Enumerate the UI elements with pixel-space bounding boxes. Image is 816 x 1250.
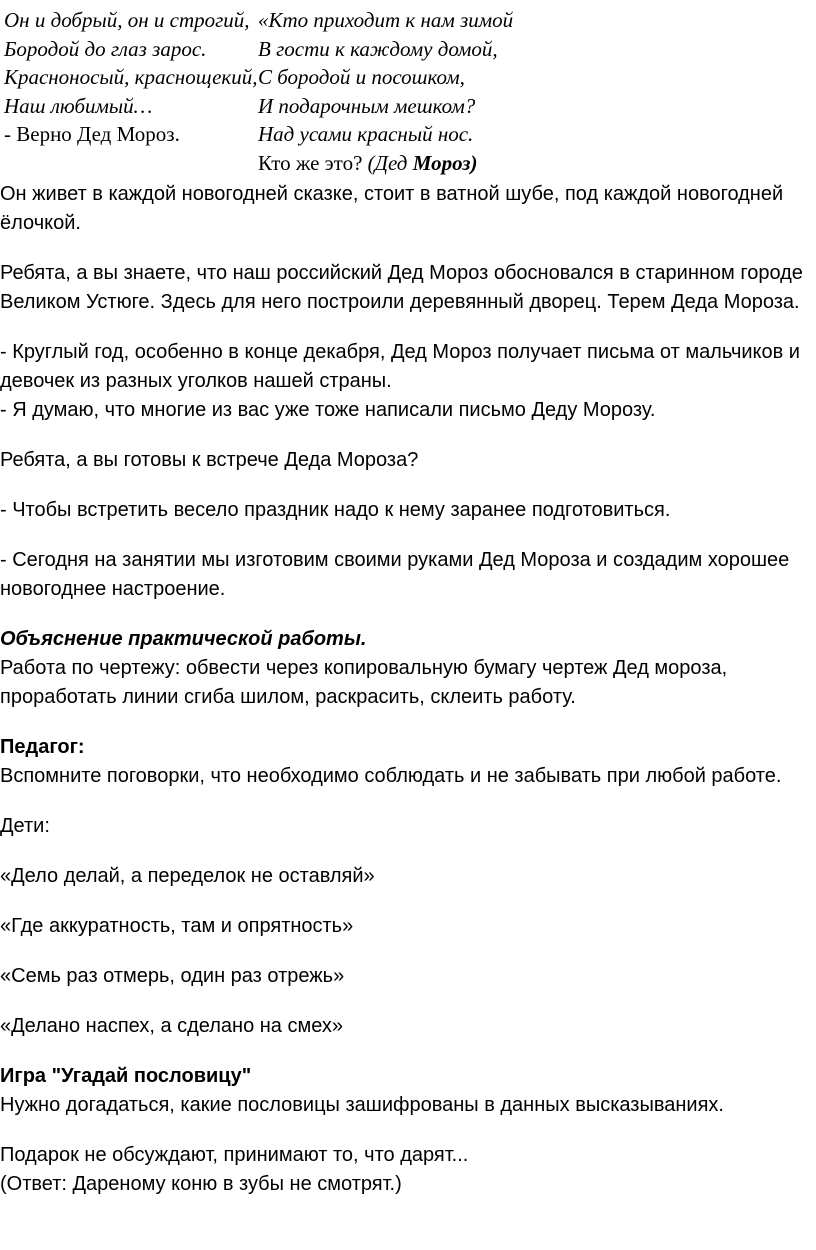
poem-right-line: В гости к каждому домой, xyxy=(258,36,498,61)
poem-left-line: Наш любимый… xyxy=(4,93,153,118)
practical-text: Работа по чертежу: обвести через копировальную бумагу чертеж Дед мороза, проработать линии сгиба шилом, раскрасить, склеить работу. xyxy=(0,657,728,708)
poem-right-answer-line xyxy=(258,149,513,178)
poem-left-line: Он и добрый, он и строгий, xyxy=(4,8,250,32)
game-answer: (Ответ: Дареному коню в зубы не смотрят.) xyxy=(0,1173,402,1195)
poem-right-question: Кто же это? xyxy=(258,150,363,175)
poem-right-answer-part1: (Дед xyxy=(367,150,408,175)
lesson-text xyxy=(0,180,812,1220)
poem-right-line: «Кто приходит к нам зимой xyxy=(258,8,514,32)
poem-right-line: С бородой и посошком, xyxy=(258,65,465,89)
saying: «Семь раз отмерь, один раз отрежь» xyxy=(0,965,345,987)
saying: «Дело делай, а переделок не оставляй» xyxy=(0,865,375,887)
paragraph: Он живет в каждой новогодней сказке, стоит в ватной шубе, под каждой новогодней ёлочкой. xyxy=(0,183,784,234)
poem-right-answer-part2: Мороз) xyxy=(412,150,478,175)
game-title: Игра "Угадай пословицу" xyxy=(0,1065,252,1087)
teacher-label: Педагог: xyxy=(0,736,85,758)
game-riddle: Подарок не обсуждают, принимают то, что дарят... xyxy=(0,1144,469,1166)
game-section xyxy=(0,1062,812,1120)
poem-left-line: Красноносый, краснощекий, xyxy=(4,65,258,89)
teacher-section xyxy=(0,733,812,791)
teacher-text: Вспомните поговорки, что необходимо соблюдать и не забывать при любой работе. xyxy=(0,765,782,787)
children-label: Дети: xyxy=(0,815,50,837)
saying: «Делано наспех, а сделано на смех» xyxy=(0,1015,344,1037)
game-riddle-block xyxy=(0,1141,812,1199)
paragraph: - Чтобы встретить весело праздник надо к нему заранее подготовиться. xyxy=(0,499,671,521)
paragraph: Ребята, а вы готовы к встрече Деда Мороза? xyxy=(0,449,419,471)
poem-right-line: И подарочным мешком? xyxy=(258,93,476,118)
poem-right-line: Над усами красный нос. xyxy=(258,122,474,146)
practical-section xyxy=(0,625,812,712)
practical-heading: Объяснение практической работы. xyxy=(0,628,367,650)
poem-left-answer: - Верно Дед Мороз. xyxy=(4,122,180,146)
paragraph-line: - Круглый год, особенно в конце декабря, Дед Мороз получает письма от мальчиков и девочек из разных уголков нашей страны. xyxy=(0,341,800,392)
poem-left-line: Бородой до глаз зарос. xyxy=(4,36,207,61)
paragraph: - Сегодня на занятии мы изготовим своими руками Дед Мороза и создадим хорошее новогоднее настроение. xyxy=(0,549,790,600)
paragraph-letters xyxy=(0,338,812,425)
poem-left xyxy=(4,6,257,149)
paragraph-line: - Я думаю, что многие из вас уже тоже написали письмо Деду Морозу. xyxy=(0,399,656,421)
poem-right xyxy=(258,6,513,177)
game-instruction: Нужно догадаться, какие пословицы зашифрованы в данных высказываниях. xyxy=(0,1094,724,1116)
paragraph: Ребята, а вы знаете, что наш российский Дед Мороз обосновался в старинном городе Великом Устюге. Здесь для него построили деревянный дворец. Терем Деда Мороза. xyxy=(0,262,803,313)
saying: «Где аккуратность, там и опрятность» xyxy=(0,915,354,937)
